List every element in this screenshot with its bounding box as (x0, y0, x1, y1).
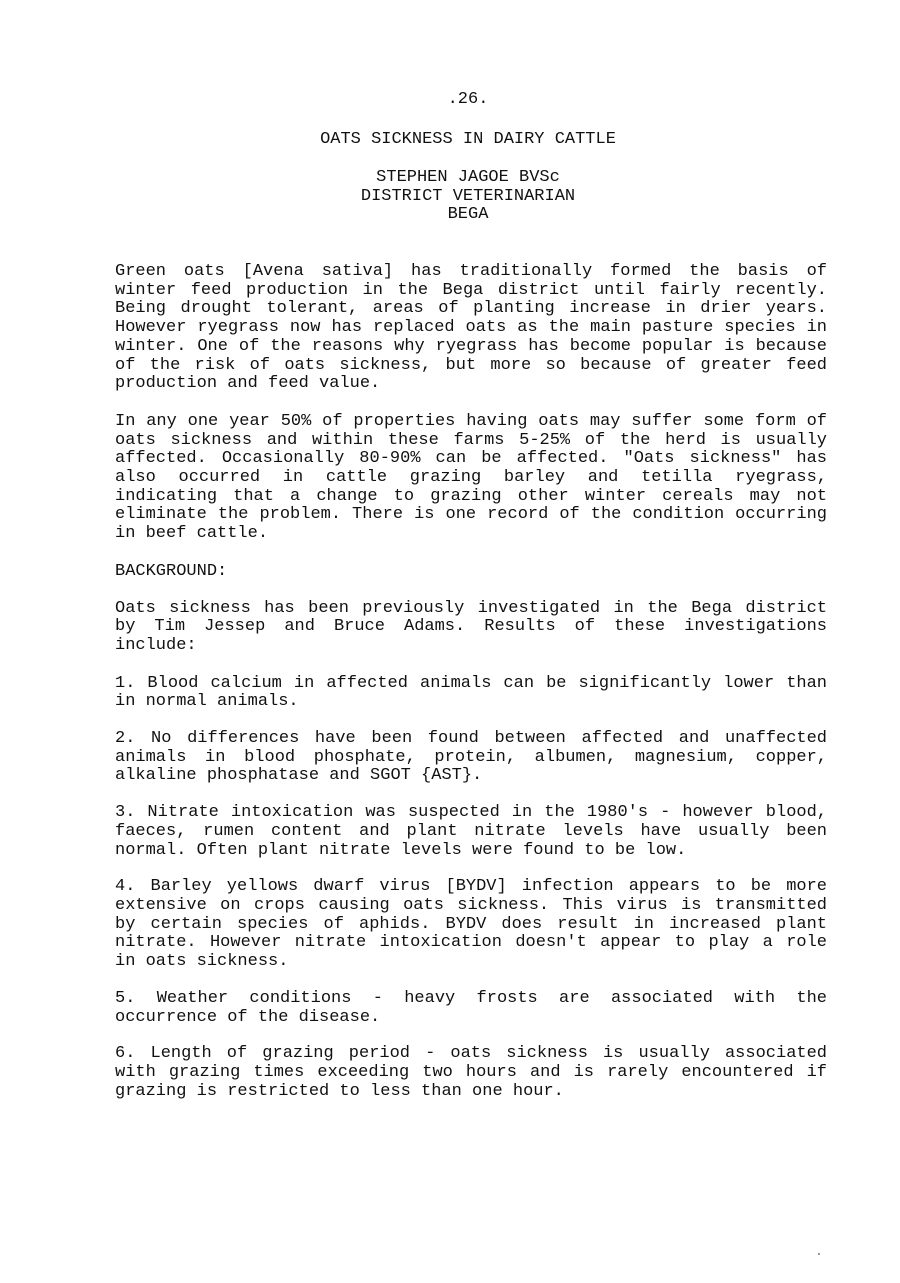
page-number: .26. (447, 90, 489, 109)
scan-speck (818, 1253, 820, 1255)
list-item: 1. Blood calcium in affected animals can be significantly lower than in normal animals. (115, 673, 827, 712)
list-item: 6. Length of grazing period - oats sickness is usually associated with grazing times exceeding two hours and is rarely encountered if grazing is restricted to less than one hour. (115, 1044, 827, 1101)
document-title: OATS SICKNESS IN DAIRY CATTLE (320, 130, 616, 149)
author-block (0, 169, 900, 225)
author-location: BEGA (447, 205, 489, 225)
body-text (115, 263, 827, 1119)
list-item: 5. Weather conditions - heavy frosts are associated with the occurrence of the disease. (115, 988, 827, 1027)
author-name: STEPHEN JAGOE BVSc (376, 168, 560, 187)
list-item: 4. Barley yellows dwarf virus [BYDV] infection appears to be more extensive on crops causing oats sickness. This virus is transmitted by certain species of aphids. BYDV does result in increased plant nitrate. However nitrate intoxication doesn't appear to play a role in oats sickness. (115, 877, 827, 972)
author-role: DISTRICT VETERINARIAN (360, 186, 576, 206)
paragraph-intro: Green oats [Avena sativa] has traditionally formed the basis of winter feed production in the Bega district until fairly recently. Being drought tolerant, areas of planting increase in drier years. However ryegrass now has replaced oats as the main pasture species in winter. One of the reasons why ryegrass has become popular is because of the risk of oats sickness, but more so because of greater feed production and feed value. (115, 262, 827, 394)
list-item: 3. Nitrate intoxication was suspected in the 1980's - however blood, faeces, rumen content and plant nitrate levels have usually been normal. Often plant nitrate levels were found to be low. (115, 803, 827, 860)
paragraph-prevalence: In any one year 50% of properties having oats may suffer some form of oats sickness and within these farms 5-25% of the herd is usually affected. Occasionally 80-90% can be affected. "Oats sickness" has also occurred in cattle grazing barley and tetilla ryegrass, indicating that a change to grazing other winter cereals may not eliminate the problem. There is one record of the condition occurring in beef cattle. (115, 411, 827, 544)
section-heading-background: BACKGROUND: (115, 561, 228, 581)
paragraph-background-intro: Oats sickness has been previously investigated in the Bega district by Tim Jessep and Bruce Adams. Results of these investigations include: (115, 598, 827, 655)
list-item: 2. No differences have been found between affected and unaffected animals in blood phosphate, protein, albumen, magnesium, copper, alkaline phosphatase and SGOT {AST}. (115, 729, 827, 786)
